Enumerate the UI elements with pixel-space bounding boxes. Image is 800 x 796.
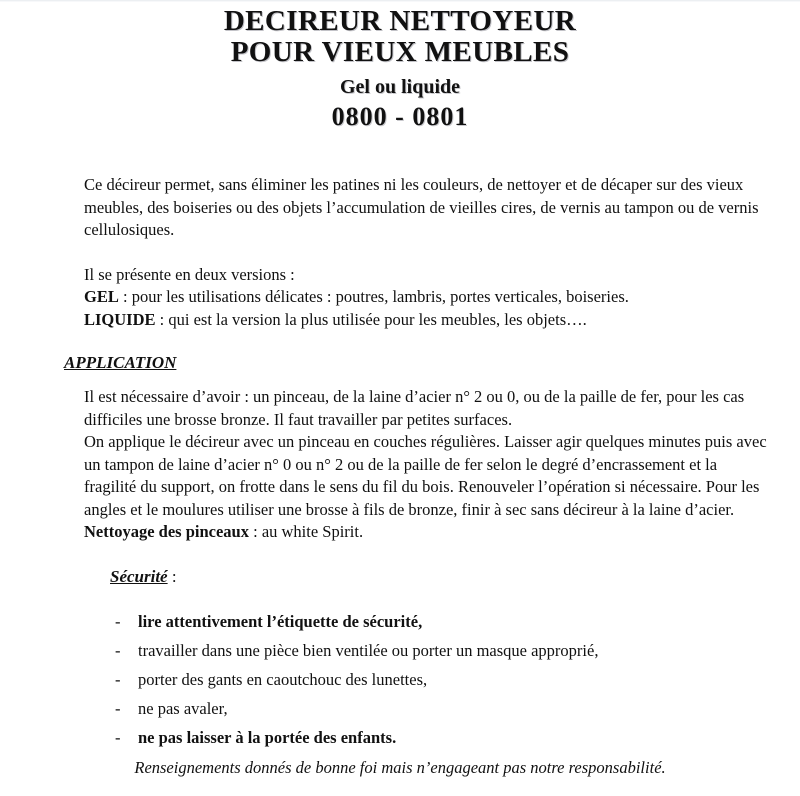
application-paragraph-2: On applique le décireur avec un pinceau en couches régulières. Laisser agir quelques minutes puis avec un tampon de laine d’acier n° 0 ou n° 2 ou de la paille de fer selon le degré d’encrassement et la fragilité du support, on frotte dans le sens du fil du bois. Renouveler l’opération si nécessaire. Pour les angles et le moulures utiliser une brosse à fils de bronze, finir à sec sans décireur à la laine d’acier. xyxy=(84,432,767,519)
list-item-label: lire attentivement l’étiquette de sécurité, xyxy=(138,611,423,631)
cleaning-text: : au white Spirit. xyxy=(248,522,364,541)
list-item-label: ne pas avaler, xyxy=(138,698,228,718)
spacer xyxy=(0,242,800,264)
application-paragraph-1: Il est nécessaire d’avoir : un pinceau, de la laine d’acier n° 2 ou 0, ou de la paille de fer, pour les cas difficiles une brosse bronze. Il faut travailler par petites surfaces. xyxy=(84,387,745,429)
list-item xyxy=(0,665,800,694)
security-list xyxy=(0,607,800,752)
application-cleaning xyxy=(84,521,768,544)
product-codes: 0800 - 0801 xyxy=(331,102,469,131)
bullet-dash-icon: - xyxy=(115,698,121,718)
application-body xyxy=(0,386,800,544)
bullet-dash-icon: - xyxy=(115,640,121,660)
list-item xyxy=(0,723,800,752)
application-heading: APPLICATION xyxy=(64,353,177,372)
list-item-label: ne pas laisser à la portée des enfants. xyxy=(138,727,397,747)
version-gel xyxy=(0,286,800,309)
security-heading xyxy=(0,566,800,588)
list-item xyxy=(0,607,800,636)
list-item-label: porter des gants en caoutchouc des lunettes, xyxy=(138,669,428,689)
page-top-edge xyxy=(0,0,800,2)
version-liquide-label: LIQUIDE xyxy=(84,309,156,329)
cleaning-label: Nettoyage des pinceaux xyxy=(84,522,249,541)
spacer xyxy=(0,544,800,566)
spacer xyxy=(0,588,800,607)
version-liquide-text: : qui est la version la plus utilisée pour les meubles, les objets…. xyxy=(155,309,587,329)
version-gel-label: GEL xyxy=(84,287,119,306)
bullet-dash-icon: - xyxy=(115,727,121,747)
version-gel-text: : pour les utilisations délicates : poutres, lambris, portes verticales, boiseries. xyxy=(118,287,629,306)
spacer xyxy=(0,374,800,386)
list-item-label: travailler dans une pièce bien ventilée ou porter un masque approprié, xyxy=(138,640,599,660)
versions-lead-in: Il se présente en deux versions : xyxy=(84,264,295,284)
version-liquide xyxy=(0,309,800,332)
security-heading-label: Sécurité xyxy=(110,566,168,586)
document-body xyxy=(0,174,800,752)
document-header xyxy=(0,0,800,132)
list-item xyxy=(0,694,800,723)
spacer xyxy=(0,331,800,352)
bullet-dash-icon: - xyxy=(115,611,121,631)
footer-disclaimer: Renseignements donnés de bonne foi mais n’engageant pas notre responsabilité. xyxy=(134,758,666,777)
security-heading-colon: : xyxy=(167,566,177,586)
intro-paragraph: Ce décireur permet, sans éliminer les patines ni les couleurs, de nettoyer et de décaper sur des vieux meubles, des boiseries ou des objets l’accumulation de vieilles cires, de vernis au tampon ou de vernis cellulosiques. xyxy=(84,175,759,239)
list-item xyxy=(0,636,800,665)
document-subtitle: Gel ou liquide xyxy=(339,76,461,98)
title-line-2: POUR VIEUX MEUBLES xyxy=(230,36,570,68)
bullet-dash-icon: - xyxy=(115,669,121,689)
title-line-1: DECIREUR NETTOYEUR xyxy=(223,5,577,37)
